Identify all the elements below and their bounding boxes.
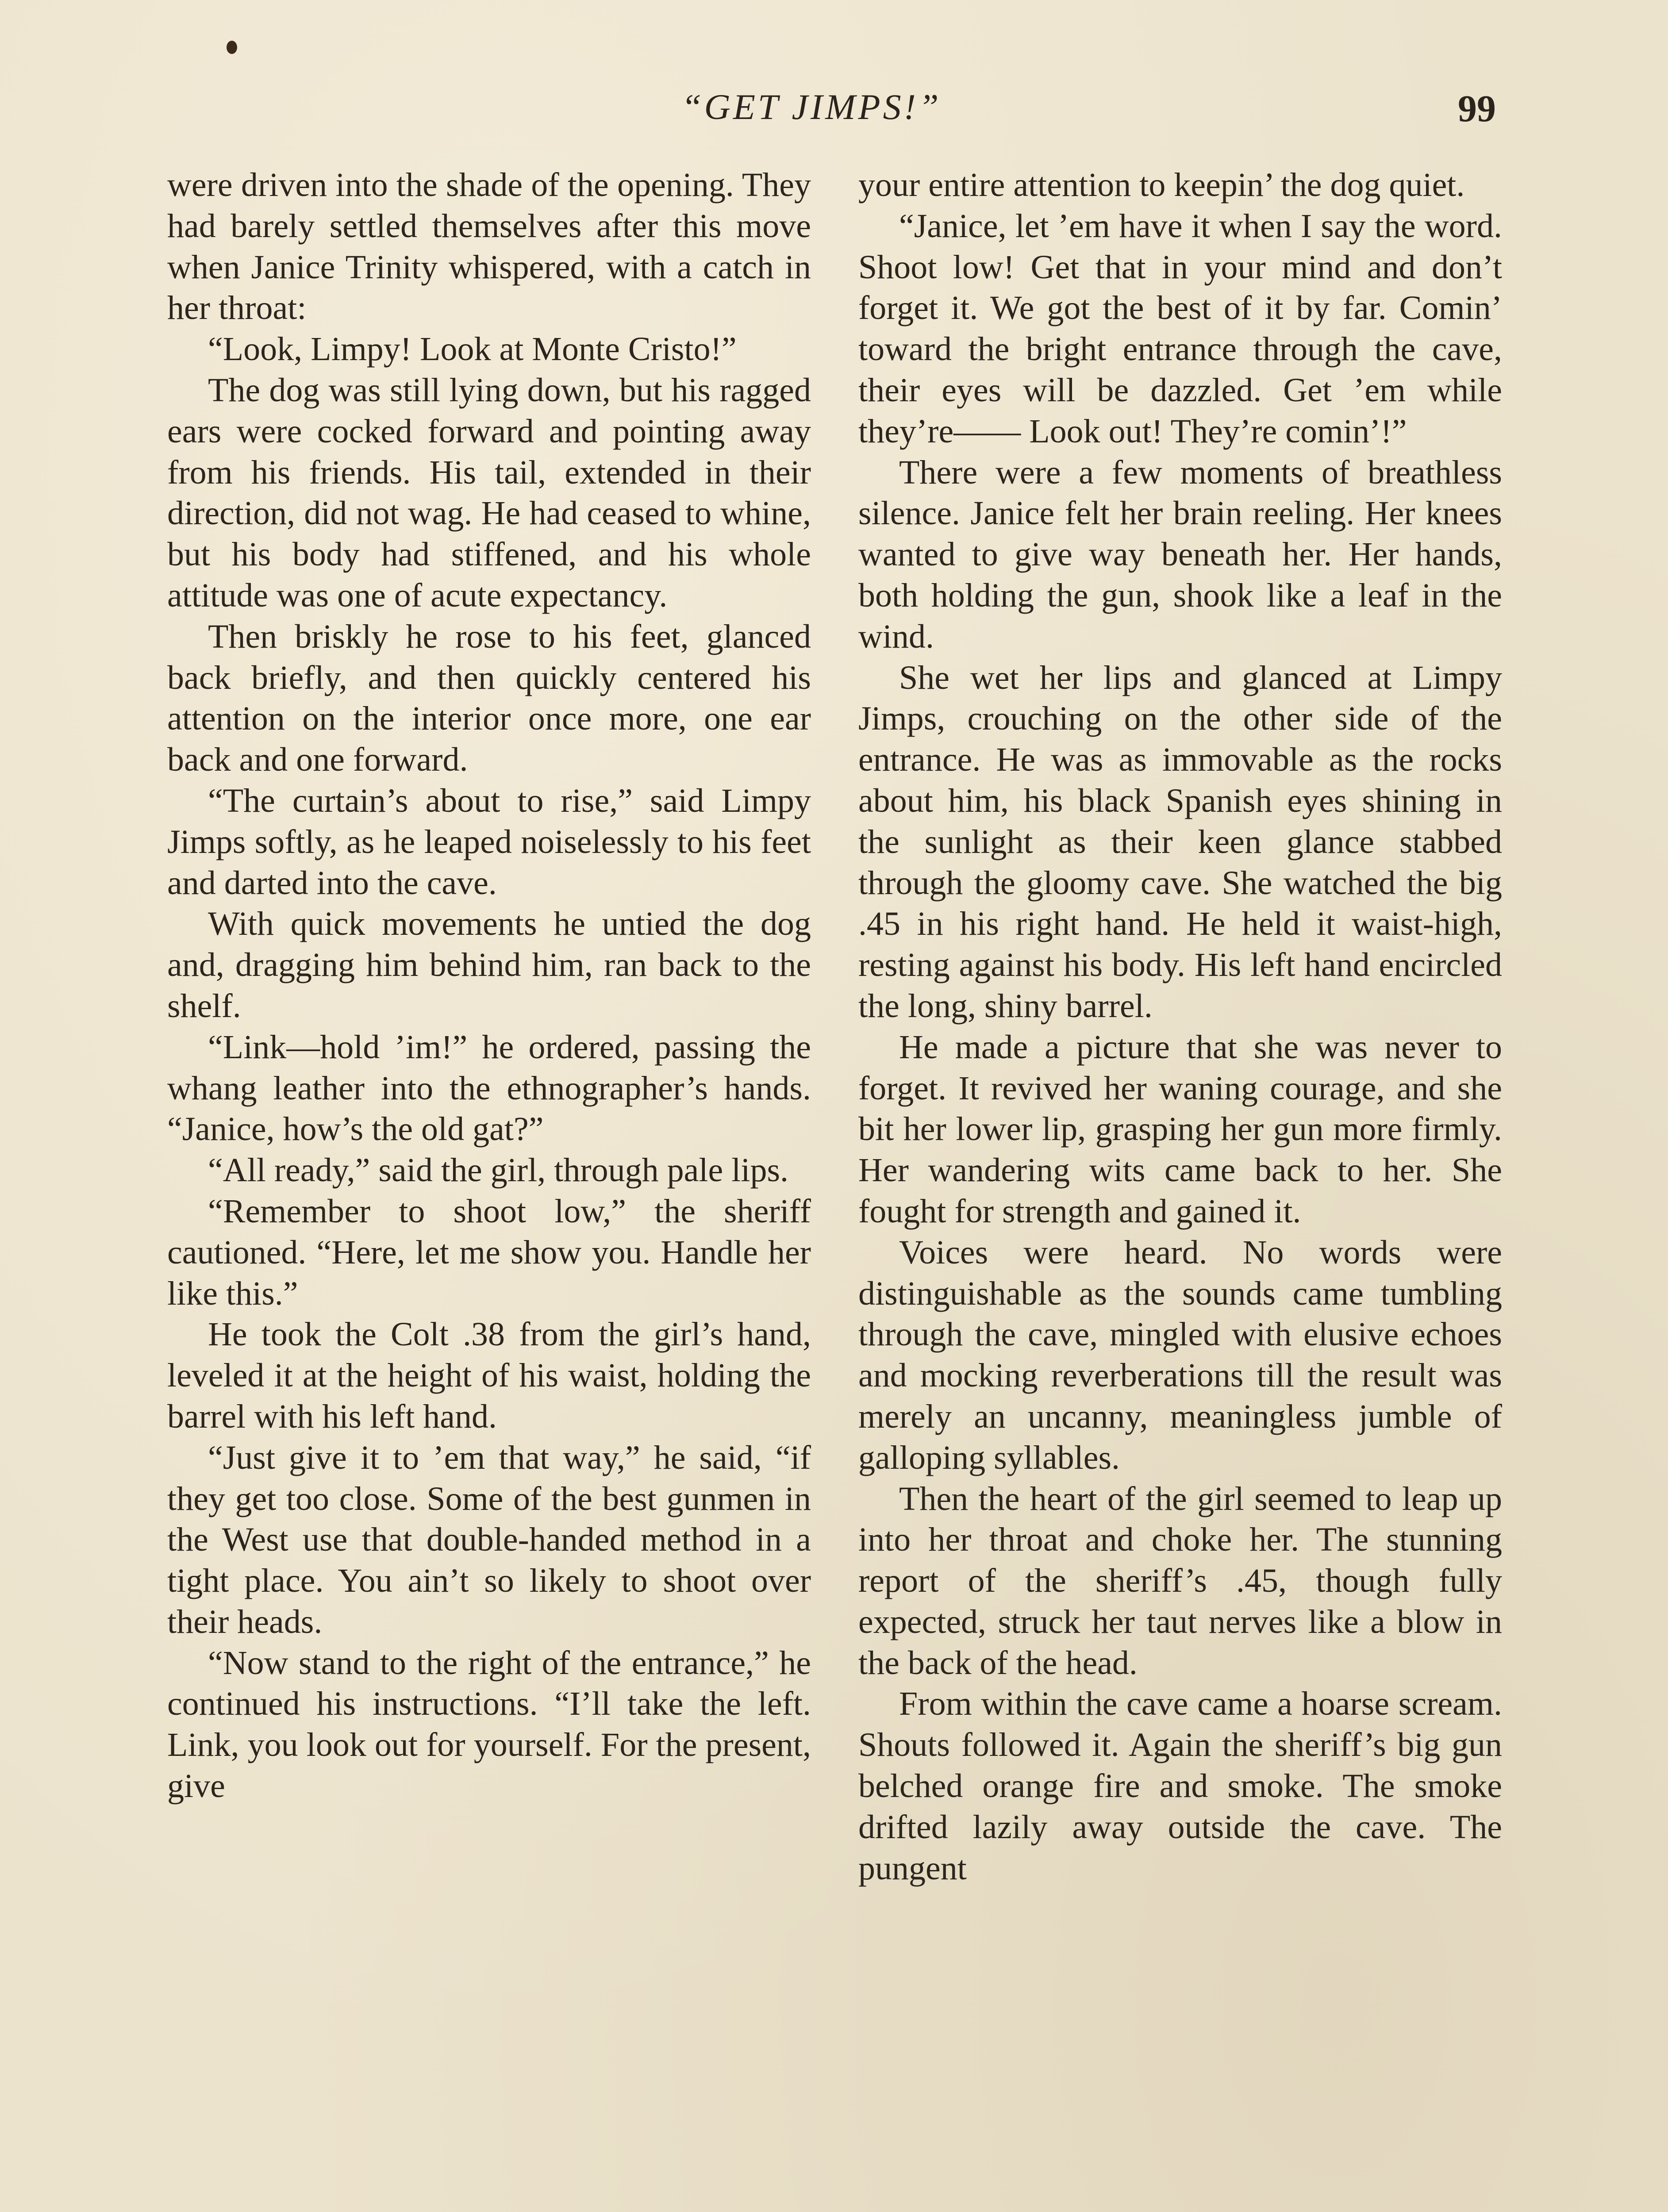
paragraph: your entire attention to keepin’ the dog quiet. <box>858 166 1465 204</box>
paragraph: “Janice, let ’em have it when I say the word. Shoot low! Get that in your mind and don’t forget it. We got the best of it by far. Comin’ toward the bright entrance through the cave, their eyes will be dazzled. Get ’em while they’re—— Look out! They’re comin’!” <box>858 207 1502 450</box>
paragraph: There were a few moments of breathless silence. Janice felt her brain reeling. Her knees wanted to give way beneath her. Her hands, both holding the gun, shook like a leaf in the wind. <box>858 453 1502 655</box>
paragraph: “Just give it to ’em that way,” he said, “if they get too close. Some of the best gunmen in the West use that double-handed method in a tight place. You ain’t so likely to shoot over their heads. <box>167 1439 811 1640</box>
ink-speck <box>227 41 237 54</box>
paragraph: “Now stand to the right of the entrance,” he continued his instructions. “I’ll take the left. Link, you look out for yourself. For the present, give <box>167 1644 811 1805</box>
paragraph: “Remember to shoot low,” the sheriff cautioned. “Here, let me show you. Handle her like this.” <box>167 1192 811 1312</box>
left-column <box>167 165 811 1807</box>
paragraph: “The curtain’s about to rise,” said Limpy Jimps softly, as he leaped noiselessly to his feet and darted into the cave. <box>167 782 811 902</box>
paragraph: The dog was still lying down, but his ragged ears were cocked forward and pointing away from his friends. His tail, extended in their direction, did not wag. He had ceased to whine, but his body had stiffened, and his whole attitude was one of acute expectancy. <box>167 371 811 614</box>
paragraph: She wet her lips and glanced at Limpy Jimps, crouching on the other side of the entrance. He was as immovable as the rocks about him, his black Spanish eyes shining in the sunlight as their keen glance stabbed through the gloomy cave. She watched the big .45 in his right hand. He held it waist-high, resting against his body. His left hand encircled the long, shiny barrel. <box>858 659 1502 1025</box>
paragraph: Voices were heard. No words were distinguishable as the sounds came tumbling through the cave, mingled with elusive echoes and mocking reverberations till the result was merely an uncanny, meaningless jumble of galloping syllables. <box>858 1233 1502 1476</box>
running-title: “GET JIMPS!” <box>681 87 942 127</box>
paragraph: were driven into the shade of the opening. They had barely settled themselves after this move when Janice Trinity whispered, with a catch in her throat: <box>167 166 811 327</box>
paragraph: “Link—hold ’im!” he ordered, passing the whang leather into the ethnographer’s hands. “Janice, how’s the old gat?” <box>167 1028 811 1148</box>
paragraph: Then the heart of the girl seemed to leap up into her throat and choke her. The stunning report of the sheriff’s .45, though fully expected, struck her taut nerves like a blow in the back of the head. <box>858 1480 1502 1682</box>
paragraph: With quick movements he untied the dog and, dragging him behind him, ran back to the shelf. <box>167 905 811 1025</box>
paragraph: Then briskly he rose to his feet, glanced back briefly, and then quickly centered his attention on the interior once more, one ear back and one forward. <box>167 618 811 779</box>
paragraph: He took the Colt .38 from the girl’s hand, leveled it at the height of his waist, holding the barrel with his left hand. <box>167 1316 811 1435</box>
paragraph: “All ready,” said the girl, through pale lips. <box>208 1152 789 1189</box>
right-column <box>858 165 1502 1889</box>
paragraph: “Look, Limpy! Look at Monte Cristo!” <box>208 330 737 368</box>
running-header <box>0 86 1668 139</box>
page-number: 99 <box>1458 87 1496 130</box>
paragraph: From within the cave came a hoarse scream. Shouts followed it. Again the sheriff’s big gun belched orange fire and smoke. The smoke drifted lazily away outside the cave. The pungent <box>858 1685 1502 1887</box>
paragraph: He made a picture that she was never to forget. It revived her waning courage, and she bit her lower lip, grasping her gun more firmly. Her wandering wits came back to her. She fought for strength and gained it. <box>858 1028 1502 1230</box>
